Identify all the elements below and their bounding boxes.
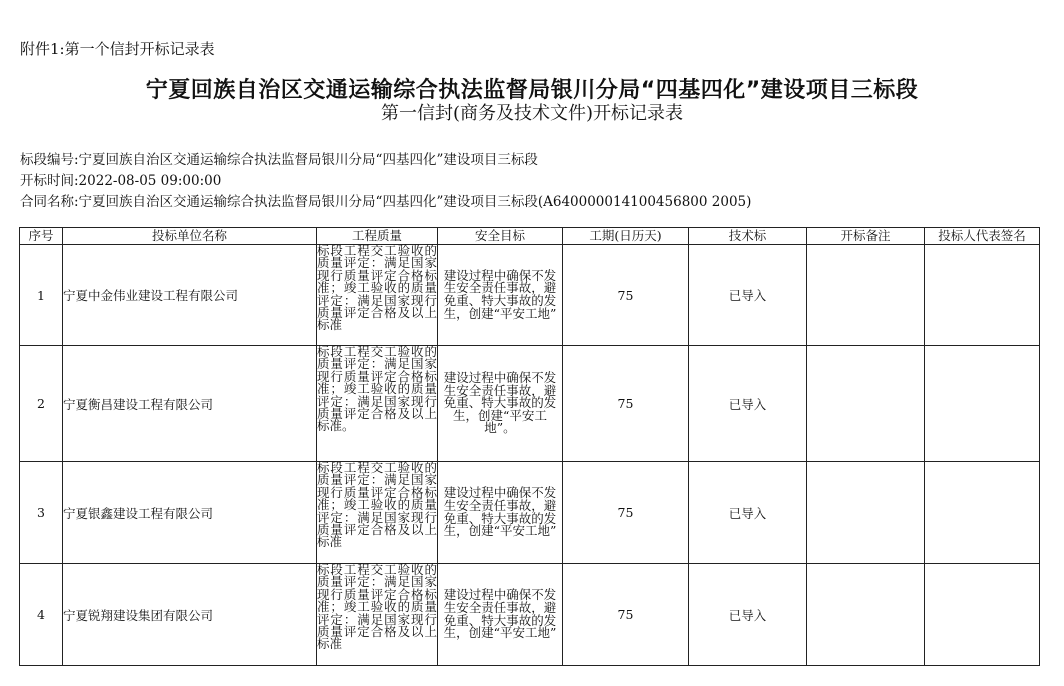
- annex-label: 附件1:第一个信封开标记录表: [20, 40, 215, 58]
- signature-cell: [925, 462, 1040, 564]
- header-quality: 工程质量: [317, 228, 438, 245]
- header-signature: 投标人代表签名: [925, 228, 1040, 245]
- tech-cell: 已导入: [689, 346, 807, 462]
- duration-cell: 75: [563, 245, 689, 346]
- table-row: [20, 346, 1040, 462]
- tech-cell: 已导入: [689, 462, 807, 564]
- row-no: 2: [20, 346, 63, 462]
- bidder-name: 宁夏中金伟业建设工程有限公司: [63, 245, 317, 346]
- table-row: [20, 462, 1040, 564]
- quality-cell: 标段工程交工验收的质量评定：满足国家现行质量评定合格标准；竣工验收的质量评定：满足国家现行质量评定合格及以上标准: [317, 245, 438, 346]
- table-header-row: [20, 228, 1040, 245]
- bidder-name: 宁夏衡昌建设工程有限公司: [63, 346, 317, 462]
- bidder-name: 宁夏锐翔建设集团有限公司: [63, 564, 317, 666]
- row-no: 4: [20, 564, 63, 666]
- duration-cell: 75: [563, 462, 689, 564]
- safety-cell: 建设过程中确保不发生安全责任事故，避免重、特大事故的发生，创建“平安工地”: [438, 564, 563, 666]
- header-remark: 开标备注: [807, 228, 925, 245]
- tech-cell: 已导入: [689, 564, 807, 666]
- header-no: 序号: [20, 228, 63, 245]
- duration-cell: 75: [563, 564, 689, 666]
- remark-cell: [807, 245, 925, 346]
- opening-time: 开标时间:2022-08-05 09:00:00: [20, 173, 222, 189]
- header-tech: 技术标: [689, 228, 807, 245]
- remark-cell: [807, 462, 925, 564]
- section-number: 标段编号:宁夏回族自治区交通运输综合执法监督局银川分局“四基四化”建设项目三标段: [20, 152, 538, 168]
- bid-opening-record-table: [19, 227, 1040, 666]
- signature-cell: [925, 564, 1040, 666]
- quality-cell: 标段工程交工验收的质量评定：满足国家现行质量评定合格标准；竣工验收的质量评定：满足国家现行质量评定合格及以上标准: [317, 564, 438, 666]
- quality-cell: 标段工程交工验收的质量评定：满足国家现行质量评定合格标准；竣工验收的质量评定：满足国家现行质量评定合格及以上标准。: [317, 346, 438, 462]
- table-row: [20, 564, 1040, 666]
- header-safety: 安全目标: [438, 228, 563, 245]
- document-subtitle: 第一信封(商务及技术文件)开标记录表: [380, 103, 684, 124]
- duration-cell: 75: [563, 346, 689, 462]
- header-duration: 工期(日历天): [563, 228, 689, 245]
- row-no: 1: [20, 245, 63, 346]
- signature-cell: [925, 346, 1040, 462]
- header-bidder: 投标单位名称: [63, 228, 317, 245]
- quality-cell: 标段工程交工验收的质量评定：满足国家现行质量评定合格标准；竣工验收的质量评定：满足国家现行质量评定合格及以上标准: [317, 462, 438, 564]
- document-title: 宁夏回族自治区交通运输综合执法监督局银川分局“四基四化”建设项目三标段: [145, 78, 919, 103]
- contract-name: 合同名称:宁夏回族自治区交通运输综合执法监督局银川分局“四基四化”建设项目三标段(A640000014100456800 2005): [20, 194, 752, 210]
- table-row: [20, 245, 1040, 346]
- safety-cell: 建设过程中确保不发生安全责任事故，避免重、特大事故的发生，创建“平安工地”。: [438, 346, 563, 462]
- remark-cell: [807, 346, 925, 462]
- signature-cell: [925, 245, 1040, 346]
- bidder-name: 宁夏银鑫建设工程有限公司: [63, 462, 317, 564]
- remark-cell: [807, 564, 925, 666]
- safety-cell: 建设过程中确保不发生安全责任事故，避免重、特大事故的发生，创建“平安工地”: [438, 462, 563, 564]
- row-no: 3: [20, 462, 63, 564]
- tech-cell: 已导入: [689, 245, 807, 346]
- safety-cell: 建设过程中确保不发生安全责任事故，避免重、特大事故的发生，创建“平安工地”: [438, 245, 563, 346]
